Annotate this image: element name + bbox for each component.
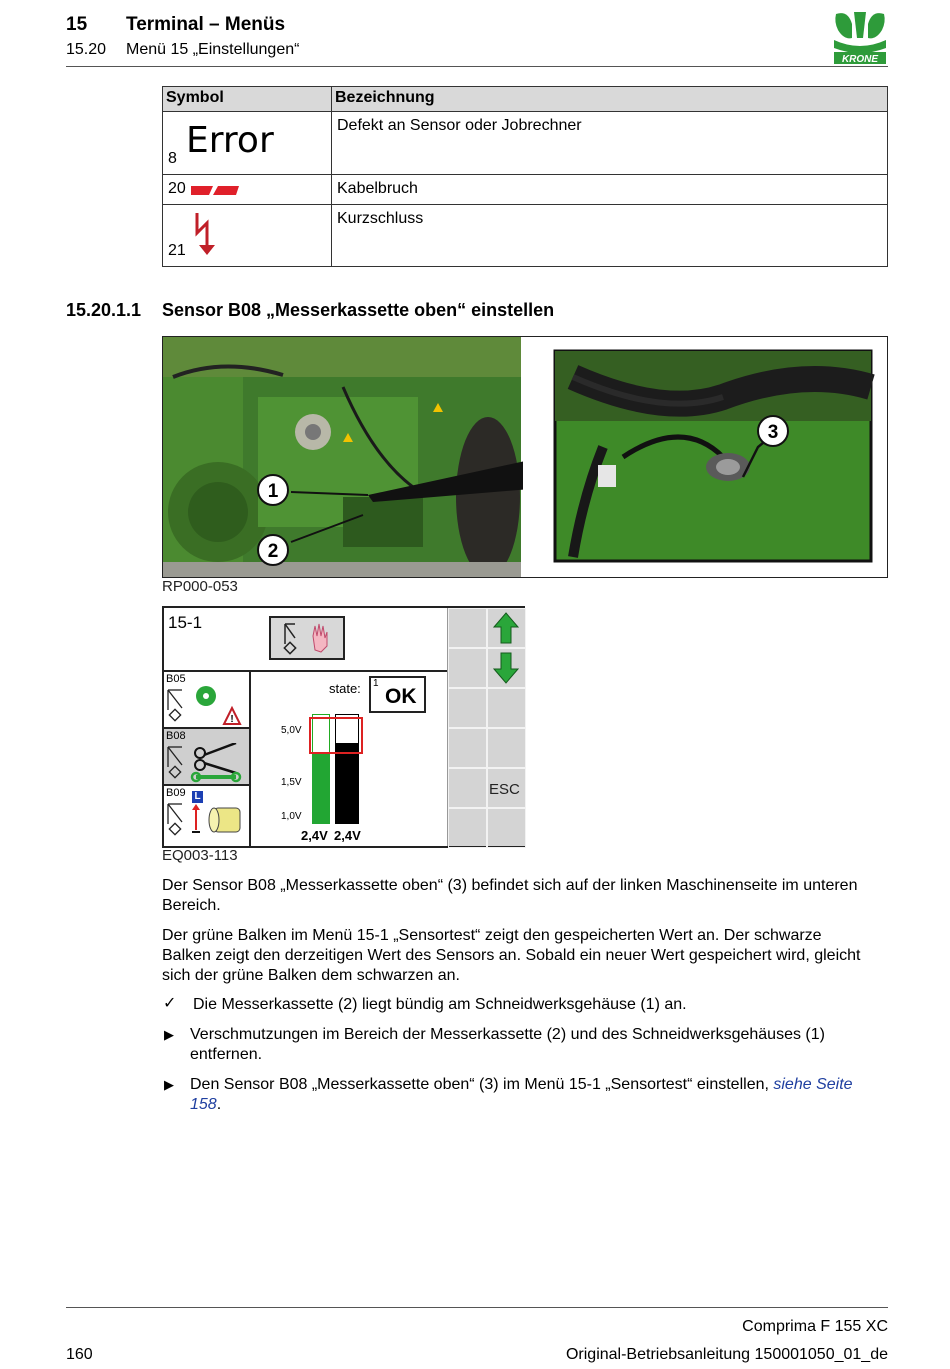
symbol-description: Kurzschluss	[332, 205, 888, 267]
machine-photo-drawing	[163, 337, 887, 577]
softkey[interactable]	[487, 688, 526, 728]
short-circuit-icon	[193, 211, 217, 259]
description-column-header: Bezeichnung	[332, 87, 888, 112]
header-rule	[66, 66, 888, 67]
sensor-label: B09	[166, 787, 186, 799]
broken-cable-icon	[191, 184, 241, 196]
sensor-row-b09[interactable]	[164, 786, 249, 843]
screen-divider	[249, 670, 251, 846]
softkey-panel	[447, 608, 525, 846]
footer-model: Comprima F 155 XC	[742, 1318, 888, 1335]
subsection-number: 15.20.1.1	[66, 300, 142, 320]
step-arrow-icon: ▶	[164, 1077, 174, 1092]
terminal-screen	[162, 606, 525, 848]
callout-3: 3	[767, 422, 779, 443]
footer-document: Original-Betriebsanleitung 150001050_01_de	[565, 1346, 888, 1363]
voltage-label-mid: 1,5V	[281, 777, 302, 788]
stored-value-bar	[312, 752, 330, 824]
krone-logo	[830, 8, 890, 66]
symbol-table	[162, 86, 888, 267]
symbol-number: 20	[168, 180, 186, 197]
paragraph-bar-explanation: Der grüne Balken im Menü 15-1 „Sensortest“ zeigt den gespeicherten Wert an. Der schwarze Balken zeigt den derzeitigen Wert des Sensors an. Sobald ein neuer Wert gespeichert wird, gleicht sich der grüne Balken dem schwarzen an.	[162, 927, 861, 984]
symbol-description: Kabelbruch	[332, 175, 888, 205]
sensor-badge: L	[192, 791, 203, 803]
chapter-number: 15	[66, 14, 88, 35]
state-value: OK	[385, 685, 417, 708]
state-label: state:	[329, 681, 361, 696]
knife-wrench-icon	[166, 743, 248, 783]
table-row	[163, 112, 888, 175]
section-number: 15.20	[66, 41, 107, 58]
page-number: 160	[66, 1346, 93, 1363]
step-adjust	[190, 1075, 880, 1115]
symbol-column-header: Symbol	[163, 87, 332, 112]
softkey[interactable]	[487, 728, 526, 768]
arrow-up-icon	[488, 609, 525, 647]
precondition-text: Die Messerkassette (2) liegt bündig am Schneidwerksgehäuse (1) an.	[193, 996, 687, 1013]
arrow-down-icon	[488, 649, 525, 687]
state-index: 1	[373, 678, 379, 689]
table-row	[163, 175, 888, 205]
symbol-description: Defekt an Sensor oder Jobrechner	[332, 112, 888, 175]
softkey[interactable]	[448, 608, 487, 648]
sensor-row-b08[interactable]	[164, 729, 249, 786]
arrow-down-button[interactable]	[487, 648, 526, 688]
softkey[interactable]	[448, 768, 487, 808]
arrow-up-button[interactable]	[487, 608, 526, 648]
sensor-label: B08	[166, 730, 186, 742]
softkey[interactable]	[448, 688, 487, 728]
esc-button[interactable]: ESC	[489, 781, 520, 798]
softkey[interactable]	[487, 808, 526, 848]
current-value-label: 2,4V	[334, 828, 361, 843]
step-adjust-end: .	[216, 1096, 222, 1113]
softkey[interactable]	[448, 808, 487, 848]
step-adjust-text: Den Sensor B08 „Messerkassette oben“ (3) im Menü 15-1 „Sensortest“ einstellen,	[190, 1076, 774, 1093]
section-title: Menü 15 „Einstellungen“	[126, 41, 300, 58]
chapter-title: Terminal – Menüs	[126, 14, 286, 35]
stored-value-label: 2,4V	[301, 828, 328, 843]
rotor-sensor-icon	[166, 686, 248, 726]
roller-sensor-icon	[166, 800, 248, 840]
brand-text: KRONE	[841, 54, 879, 65]
machine-photo	[162, 336, 888, 578]
callout-1: 1	[267, 481, 279, 502]
error-symbol: Error	[186, 120, 274, 161]
highlight-box	[309, 717, 363, 754]
step-arrow-icon: ▶	[164, 1027, 174, 1042]
subsection-title: Sensor B08 „Messerkassette oben“ einstellen	[162, 300, 555, 320]
current-value-bar	[335, 743, 359, 824]
symbol-number: 21	[168, 242, 186, 259]
photo-caption: RP000-053	[162, 578, 238, 595]
svg-text:!: !	[230, 714, 234, 725]
voltage-label-low: 1,0V	[281, 811, 302, 822]
step-clean: Verschmutzungen im Bereich der Messerkassette (2) und des Schneidwerksgehäuses (1) entfernen.	[190, 1026, 825, 1063]
footer-rule	[66, 1307, 888, 1308]
softkey[interactable]	[448, 728, 487, 768]
menu-id: 15-1	[168, 613, 203, 632]
sensor-test-hand-icon	[269, 616, 345, 660]
state-box	[369, 676, 426, 713]
sensor-row-b05[interactable]	[164, 672, 249, 729]
voltage-label-high: 5,0V	[281, 725, 302, 736]
checkmark-icon: ✓	[163, 995, 177, 1012]
page-reference-link[interactable]: siehe Seite 158	[190, 1076, 853, 1113]
paragraph-sensor-location: Der Sensor B08 „Messerkassette oben“ (3) befindet sich auf der linken Maschinenseite im unteren Bereich.	[162, 877, 858, 914]
table-row	[163, 205, 888, 267]
softkey[interactable]	[448, 648, 487, 688]
terminal-caption: EQ003-113	[162, 847, 238, 864]
symbol-number: 8	[168, 150, 177, 167]
sensor-label: B05	[166, 673, 186, 685]
callout-2: 2	[267, 541, 279, 562]
